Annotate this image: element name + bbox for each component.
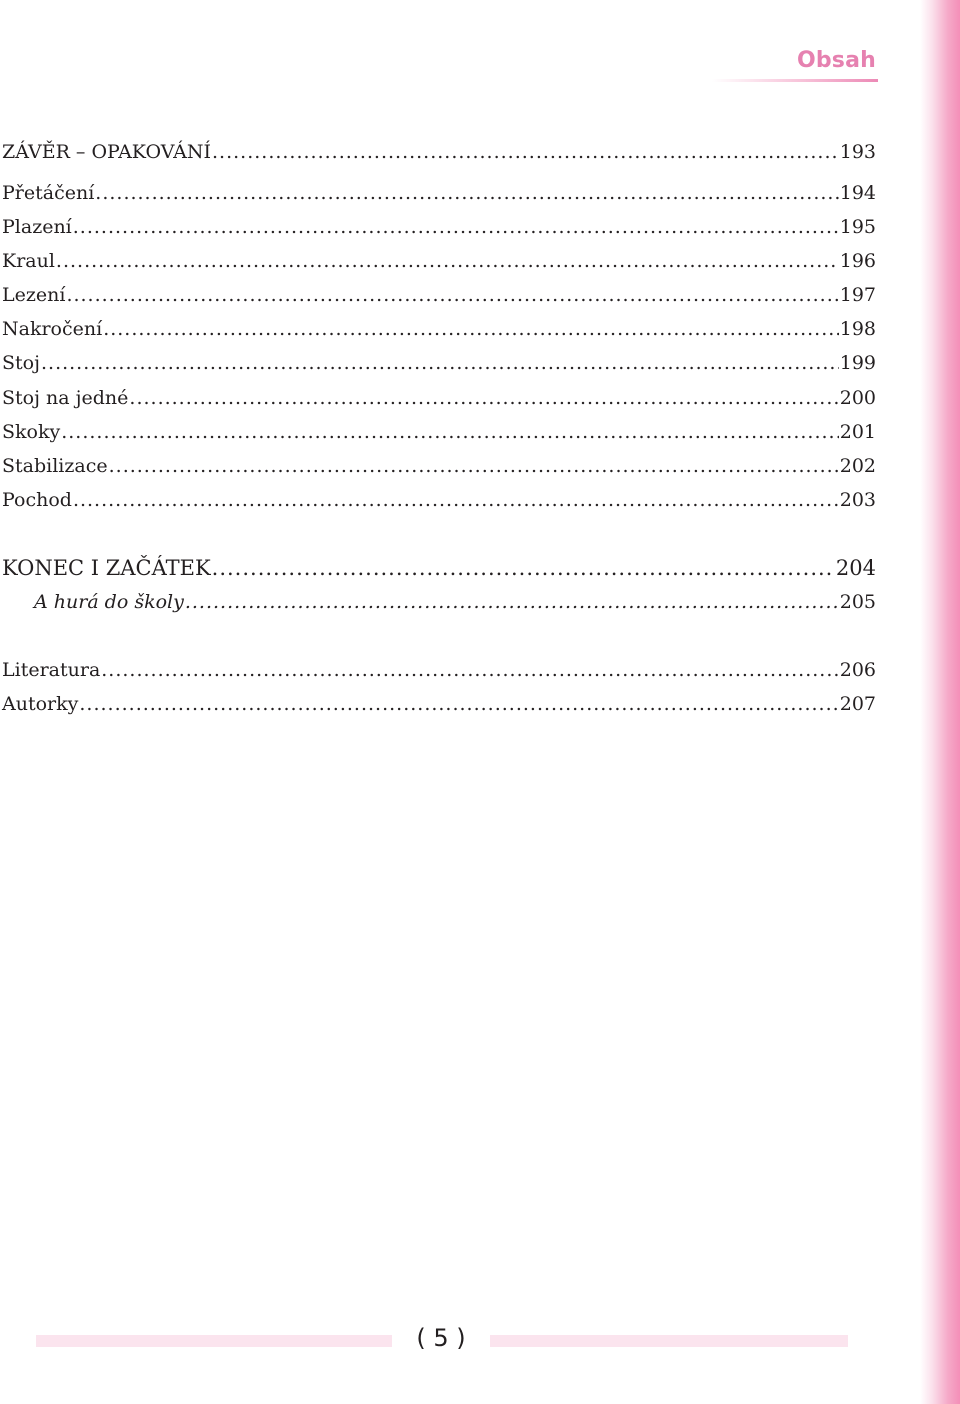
footer-bar-left (36, 1335, 392, 1347)
toc-leader-dots (73, 215, 839, 239)
toc-leader-dots (95, 181, 838, 205)
page-header-title: Obsah (796, 48, 876, 73)
toc-leader-dots (73, 488, 839, 512)
toc-entry-autorky[interactable] (2, 692, 876, 716)
toc-entry-label: Nakročení (2, 318, 103, 340)
toc-entry-label: KONEC I ZAČÁTEK (2, 556, 211, 580)
toc-leader-dots (79, 692, 838, 716)
toc-entry-pochod[interactable] (2, 488, 876, 512)
toc-entry-page: 203 (839, 489, 876, 511)
toc-leader-dots (56, 249, 839, 273)
footer-bar-right (490, 1335, 848, 1347)
toc-entry-label: A hurá do školy (34, 591, 184, 613)
toc-entry-page: 194 (839, 182, 876, 204)
toc-entry-page: 195 (839, 216, 876, 238)
toc-entry-skoky[interactable] (2, 420, 876, 444)
toc-entry-zaver-opakovani[interactable] (2, 140, 876, 164)
toc-entry-pretaceni[interactable] (2, 181, 876, 205)
toc-entry-label: Literatura (2, 659, 101, 681)
toc-leader-dots (185, 590, 839, 614)
toc-entry-page: 207 (839, 693, 876, 715)
toc-entry-plazeni[interactable] (2, 215, 876, 239)
toc-entry-a-hura-do-skoly[interactable] (34, 590, 876, 614)
toc-entry-page: 193 (839, 141, 876, 163)
toc-entry-label: Stoj na jedné (2, 387, 129, 409)
toc-entry-page: 200 (839, 387, 876, 409)
toc-entry-label: Plazení (2, 216, 72, 238)
toc-entry-page: 199 (839, 352, 876, 374)
toc-entry-konec-i-zacatek[interactable] (2, 556, 876, 580)
toc-entry-label: Pochod (2, 489, 72, 511)
toc-leader-dots (212, 556, 835, 580)
toc-entry-literatura[interactable] (2, 658, 876, 682)
toc-entry-stoj-na-jedne[interactable] (2, 386, 876, 410)
toc-entry-page: 196 (839, 250, 876, 272)
header-underline (712, 79, 878, 82)
page-number: ( 5 ) (416, 1324, 466, 1352)
toc-entry-page: 198 (839, 318, 876, 340)
toc-entry-label: Stabilizace (2, 455, 108, 477)
toc-entry-label: Lezení (2, 284, 66, 306)
toc-entry-page: 205 (839, 591, 876, 613)
toc-leader-dots (41, 351, 839, 375)
toc-entry-stabilizace[interactable] (2, 454, 876, 478)
toc-entry-label: Stoj (2, 352, 40, 374)
toc-entry-page: 201 (839, 421, 876, 443)
toc-entry-page: 206 (839, 659, 876, 681)
toc-entry-label: Kraul (2, 250, 55, 272)
toc-leader-dots (103, 317, 839, 341)
toc-entry-page: 202 (839, 455, 876, 477)
side-decorative-stripe (920, 0, 960, 1404)
toc-entry-label: Autorky (2, 693, 79, 715)
toc-leader-dots (61, 420, 839, 444)
toc-entry-label: Přetáčení (2, 182, 95, 204)
toc-entry-page: 204 (835, 556, 876, 580)
toc-entry-label: Skoky (2, 421, 61, 443)
toc-entry-kraul[interactable] (2, 249, 876, 273)
toc-leader-dots (109, 454, 839, 478)
toc-leader-dots (66, 283, 838, 307)
toc-leader-dots (212, 140, 839, 164)
toc-entry-label: ZÁVĚR – OPAKOVÁNÍ (2, 141, 211, 163)
toc-entry-nakroceni[interactable] (2, 317, 876, 341)
toc-entry-lezeni[interactable] (2, 283, 876, 307)
toc-entry-stoj[interactable] (2, 351, 876, 375)
toc-leader-dots (101, 658, 838, 682)
toc-entry-page: 197 (839, 284, 876, 306)
toc-leader-dots (129, 386, 838, 410)
